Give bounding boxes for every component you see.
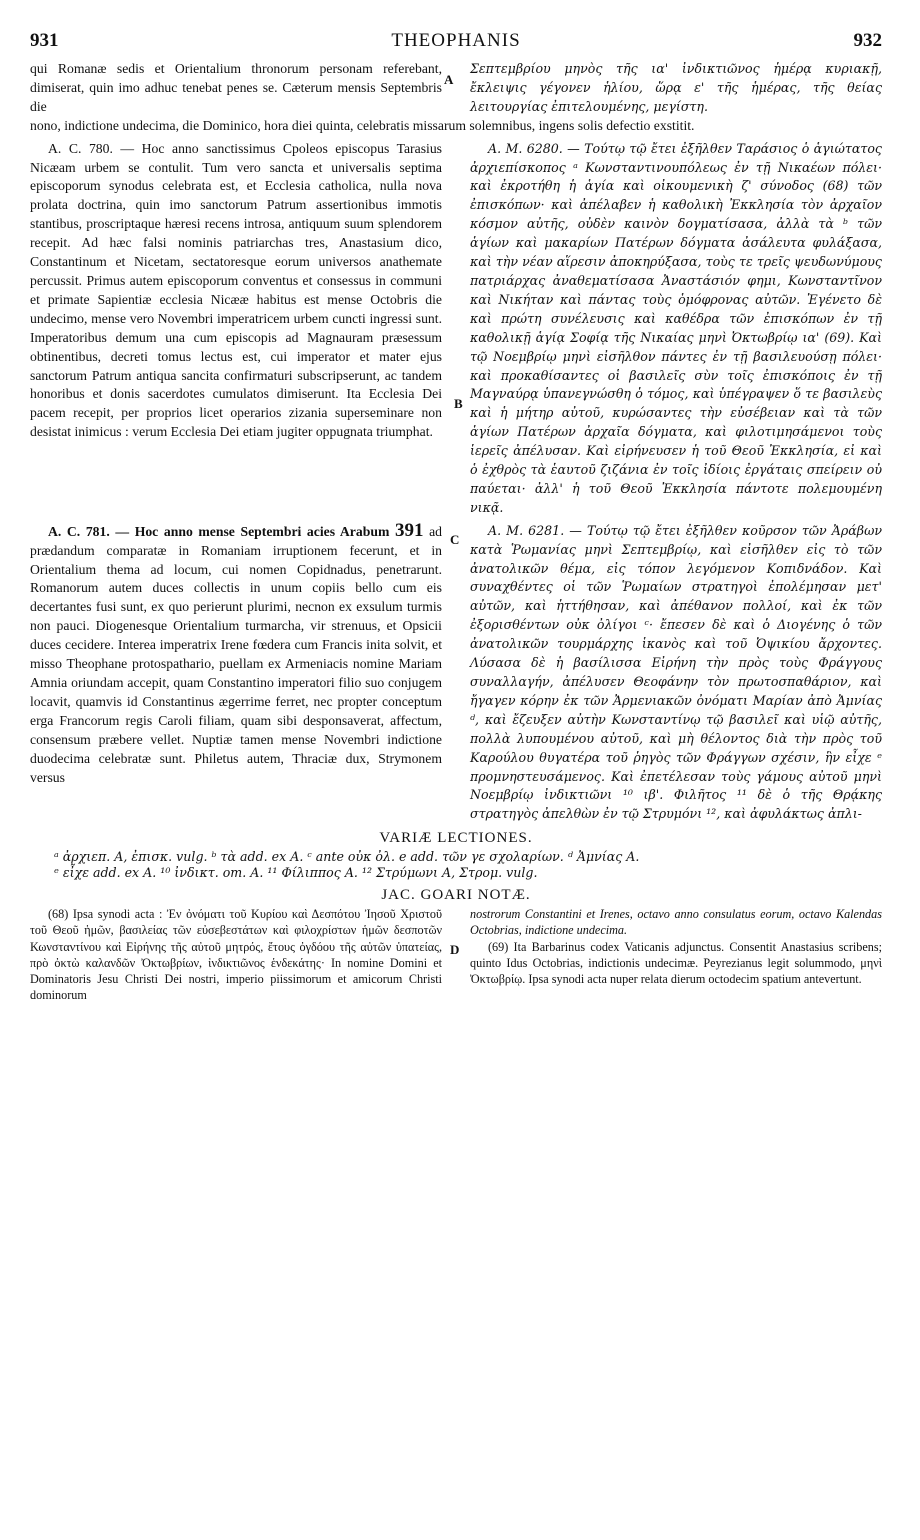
entry-781-latin-lead: A. C. 781. — Hoc anno mense Septembri acies Arabum bbox=[48, 523, 390, 539]
margin-mark-c: C bbox=[450, 531, 460, 547]
intro-latin bbox=[30, 60, 442, 117]
variae-line-1: ᵃ ἀρχιεπ. A, ἐπισκ. vulg. ᵇ τὰ add. ex A. ᶜ ante οὐκ ὀλ. e add. τῶν γε σχολαρίων. ᵈ Ἀμνίας A. bbox=[54, 849, 640, 865]
notae-left bbox=[30, 906, 442, 1003]
column-number: 391 bbox=[394, 519, 424, 541]
intro-greek bbox=[470, 60, 882, 117]
entry-780-latin-text: A. C. 780. — Hoc anno sanctissimus Cpoleos episcopus Tarasius Nicæam urbem se contulit. Tum vero sancta et universalis septima episcoporum synodus celebrata est, et Ecclesia catholica, nulla nova prolata doctrina, quin imo sanctorum Patrum assertionibus immotis stantibus, proscriptaque hæresi recens introsa, antiquum suum splendorem recepit. Ad hæc falsi nominis patriarchas tres, Anastasium dico, Constantinum et Nicetam, sectatoresque eorum universos anathemate percussit. Primus autem episcoporum conventus et consessus in communi et primate Sapientiæ ecclesia Nicææ habitus est mense Octobris die undecimo, mense vero Novembri imperatricem urbem cuncti ingressi sunt. Imperatoribus demum una cum episcopis ad Magnauram præsessum obtinentibus, decreti tomus lectus est, cui imperator et mater ejus sanctorum Patrum antiqua sancita confirmaturi subscripserunt, ac tandem honoribus et donis sacerdotes cumulatos dimiserunt. Ita Ecclesia Dei pacem recepit, per proprios licet operarios zizania superseminare non desistat inimicus : verum Ecclesia Dei etiam jugiter oppugnata triumphat. bbox=[30, 140, 442, 440]
intro-latin-text: qui Romanæ sedis et Orientalium thronorum personam referebant, dimiserat, quin imo adhuc tenebat penes se. Cæterum mensis Septembris die bbox=[30, 61, 442, 114]
note-68-cont: nostrorum Constantini et Irenes, octavo anno consulatus eorum, octavo Kalendas Octobrias, indictione undecima. bbox=[470, 907, 882, 938]
entry-780-greek-text: A. M. 6280. — Τούτῳ τῷ ἔτει ἐξῆλθεν Ταράσιος ὁ ἁγιώτατος ἀρχιεπίσκοπος ᵃ Κωνσταντινουπόλεως ἐν τῇ Νικαέων πόλει· καὶ ἐκροτήθη ἡ ἁγία καὶ οἰκουμενικὴ ζ' σύνοδος (68) τῶν ἐπισκόπων· καὶ ἀπέλαβεν ἡ καθολικὴ Ἐκκλησία τὸν ἀρχαῖον κόσμον αὐτῆς, οὐδὲν καινὸν δογματίσασα, ἀλλὰ τὰ ᵇ τῶν ἁγίων καὶ μακαρίων Πατέρων δόγματα ἀσάλευτα φυλάξασα, καὶ τὴν νέαν αἵρεσιν ἀποκηρύξασα, τοὺς τε τρεῖς ψευδωνύμους πατριάρχας ἀναθεματίσασα Ἀναστάσιόν φημι, Κωνσταντῖνον καὶ Νικήταν καὶ πάντας τοὺς ὁμόφρονας αὐτῶν. Ἐγένετο δὲ καὶ πρώτη συνέλευσις καὶ καθέδρα τῶν ἐπισκόπων ἐν τῇ καθολικῇ ἁγίᾳ Σοφίᾳ τῆς Νικαίας μηνὶ Ὀκτωβρίῳ ια' (69). Καὶ τῷ Νοεμβρίῳ μηνὶ εἰσῆλθον πάντες ἐν τῇ βασιλευούσῃ πόλει· καὶ προκαθίσαντες οἱ βασιλεῖς σὺν τοῖς ἐπισκόποις ἐν τῇ Μαγναύρᾳ ὑπανεγνώσθη ὁ τόμος, καὶ ὑπέγραψεν ὅ τε βασιλεὺς καὶ ἡ μήτηρ αὐτοῦ, κυρώσαντες τὴν εὐσέβειαν καὶ τὰ τῶν ἁγίων Πατέρων ἀρχαῖα δόγματα, καὶ φιλοτιμησάμενοι τοὺς ἱερεῖς ἀπέλυσαν. Καὶ εἰρήνευσεν ἡ τοῦ Θεοῦ Ἐκκλησία, εἰ καὶ ὁ ἐχθρὸς τὰ ἑαυτοῦ ζιζάνια ἐν τοῖς ἰδίοις ἐργάταις σπείρειν οὐ παύεται· ἀλλ' ἡ τοῦ Θεοῦ Ἐκκλησία πάντοτε πολεμουμένη νικᾷ. bbox=[470, 140, 882, 515]
notae-right bbox=[470, 906, 882, 1003]
intro-wide-line: nono, indictione undecima, die Dominico, hora diei quinta, celebratis missarum solemnibus, ingens solis defectio exstitit. bbox=[30, 117, 695, 133]
note-68: (68) Ipsa synodi acta : Ἐν ὀνόματι τοῦ Κυρίου καὶ Δεσπότου Ἰησοῦ Χριστοῦ τοῦ Θεοῦ ἡμῶν, βασιλείας τῶν εὐσεβεστάτων καὶ φιλοχρίστων ἡμῶν δεσποτῶν Κωνσταντίνου καὶ Εἰρήνης τῆς αὐτοῦ μητρός, ἔτους ὀγδόου τῆς αὐτῶν ὑπατείας, πρὸ ὀκτὼ καλανδῶν Ὀκτωβρίων, ἰνδικτιῶνος ἑνδεκάτης· In nomine Domini et Dominatoris Jesu Christi Dei nostri, imperio piissimorum et amicorum Christi dominorum bbox=[30, 907, 442, 1003]
entry-781-greek-text: A. M. 6281. — Τούτῳ τῷ ἔτει ἐξῆλθεν κοῦρσον τῶν Ἀράβων κατὰ Ῥωμανίας μηνὶ Σεπτεμβρίῳ, καὶ εἰσῆλθεν εἰς τὸ τῶν ἀνατολικῶν θέμα, εἰς τόπον λεγόμενον Κοπιδνάδον. Καὶ συναχθέντες οἱ τῶν Ῥωμαίων στρατηγοὶ ἐπολέμησαν μετ' αὐτῶν, καὶ ἡττήθησαν, καὶ ἀπέθανον πολλοί, καὶ ἐκ τῶν ἐξορισθέντων οὐκ ὀλίγοι ᶜ· ἔπεσεν δὲ καὶ ὁ Διογένης ὁ τῶν ἀνατολικῶν τουρμάρχης ἱκανὸς καὶ τοῦ Ὀψικίου ἄρχοντες. Λύσασα δὲ ἡ βασίλισσα Εἰρήνη τὴν πρὸς τοὺς Φράγγους συναλλαγήν, ἀπέλυσεν Θεοφάνην τὸν πρωτοσπαθάριον, καὶ ἤγαγεν κόρην ἐκ τῶν Ἀρμενιακῶν ὀνόματι Μαρίαν ἀπὸ Ἀμνίας ᵈ, καὶ ἔζευξεν αὐτὴν Κωνσταντίνῳ τῷ βασιλεῖ καὶ υἱῷ αὐτῆς, πολλὰ λυπουμένου αὐτοῦ, καὶ μὴ θέλοντος διὰ τὴν πρὸς τοῦ Καρούλου θυγατέρα τοῦ ῥηγὸς τῶν Φράγγων σχέσιν, ἣν εἶχε ᵉ προμνηστευσάμενος. Καὶ ἐπετέλεσαν τοὺς γάμους αὐτοῦ μηνὶ Νοεμβρίῳ ἰνδικτιῶνι ¹⁰ ιβ'. Φιλῆτος ¹¹ δὲ ὁ τῆς Θρᾴκης στρατηγὸς ἀπελθὼν ἐν τῷ Στρυμόνι ¹², καὶ ἀφυλάκτως ἀπλι- bbox=[470, 522, 882, 822]
notae-title: JAC. GOARI NOTÆ. bbox=[381, 887, 531, 904]
margin-mark-d: D bbox=[450, 941, 460, 957]
variae-line-2: ᵉ εἶχε add. ex A. ¹⁰ ἰνδικτ. om. A. ¹¹ Φίλιππος A. ¹² Στρύμωνι A, Στρομ. vulg. bbox=[54, 865, 538, 881]
page-number-right: 932 bbox=[853, 30, 882, 51]
running-header bbox=[30, 30, 882, 60]
entry-781-latin bbox=[30, 519, 443, 825]
page-number-left: 931 bbox=[30, 30, 59, 51]
page bbox=[30, 30, 882, 1003]
entry-780-latin bbox=[30, 140, 442, 518]
intro-columns bbox=[30, 60, 882, 117]
entry-781-latin-text: ad prædandum comparatæ in Romaniam irruptionem fecerunt, et in Orientalium thema ad locum, cui nomen Copidnadus, penetrarunt. Romanorum autem duces collectis in unum copiis bello cum eis decertantes fusi sunt, ex quo perierunt plurimi, necnon ex exsulum turmis non pauci. Diogenesque Orientalium turmarcha, vir strenuus, et Opsicii duces cecidere. Interea imperatrix Irene fœdera cum Francis inita solvit, et misso Theophane protospathario, puellam ex Armeniacis nomine Mariam Amnia oriundam accepit, quam Constantino imperatori filio suo conjugem locavit, quamvis id Constantinus ægerrime ferret, nec propter conceptum erga Francorum regis Caroli filiam, quam sibi desponsaverat, affectum, consensum præbere vellet. Nuptiæ tamen mense Novembri indictione duodecima celebratæ sunt. Philetus autem, Thraciæ dux, Strymonem versus bbox=[30, 523, 443, 785]
margin-mark-a: A bbox=[444, 72, 454, 87]
variae-title: VARIÆ LECTIONES. bbox=[379, 830, 533, 847]
running-title: THEOPHANIS bbox=[391, 30, 521, 51]
note-69: (69) Ita Barbarinus codex Vaticanis adjunctus. Consentit Anastasius scribens; quinto Idus Octobrias, indictionis undecimæ. Peyrezianus legit solummodo, μηνὶ Ὀκτωβρίῳ. Ipsa synodi acta nuper relata dierum octodecim spatium antevertunt. bbox=[470, 939, 882, 987]
variae-lectiones bbox=[30, 849, 882, 881]
margin-mark-b: B bbox=[454, 395, 463, 411]
intro-greek-text: Σεπτεμβρίου μηνὸς τῆς ια' ἰνδικτιῶνος ἡμέρᾳ κυριακῇ, ἔκλειψις γέγονεν ἡλίου, ὥρᾳ ε' τῆς ἡμέρας, τῆς θείας λειτουργίας ἐπιτελουμένης, μεγίστη. bbox=[470, 61, 882, 114]
entry-781-greek bbox=[470, 522, 882, 825]
entry-780-greek bbox=[470, 140, 882, 518]
entry-780-columns bbox=[30, 140, 882, 518]
